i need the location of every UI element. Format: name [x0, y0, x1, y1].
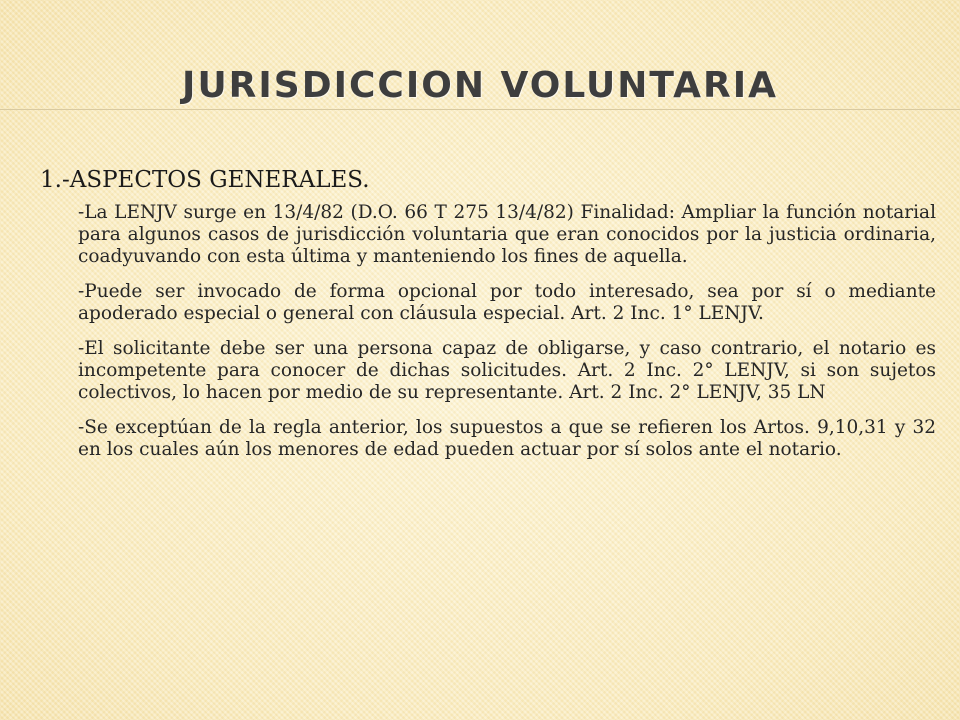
slide-body [40, 164, 936, 474]
paragraph-4: -Se exceptúan de la regla anterior, los supuestos a que se refieren los Artos. 9,10,31 y 32 en los cuales aún los menores de edad pueden actuar por sí solos ante el notario. [78, 417, 936, 460]
paragraph-2: -Puede ser invocado de forma opcional por todo interesado, sea por sí o mediante apoderado especial o general con cláusula especial. Art. 2 Inc. 1° LENJV. [78, 281, 936, 324]
paragraph-3: -El solicitante debe ser una persona capaz de obligarse, y caso contrario, el notario es incompetente para conocer de dichas solicitudes. Art. 2 Inc. 2° LENJV, si son sujetos colectivos, lo hacen por medio de su representante. Art. 2 Inc. 2° LENJV, 35 LN [78, 338, 936, 403]
paragraph-1: -La LENJV surge en 13/4/82 (D.O. 66 T 275 13/4/82) Finalidad: Ampliar la función notarial para algunos casos de jurisdicción voluntaria que eran conocidos por la justicia ordinaria, coadyuvando con esta última y manteniendo los fines de aquella. [78, 202, 936, 267]
section-heading: 1.-ASPECTOS GENERALES. [40, 167, 370, 193]
slide-title: JURISDICCION VOLUNTARIA [182, 65, 778, 106]
